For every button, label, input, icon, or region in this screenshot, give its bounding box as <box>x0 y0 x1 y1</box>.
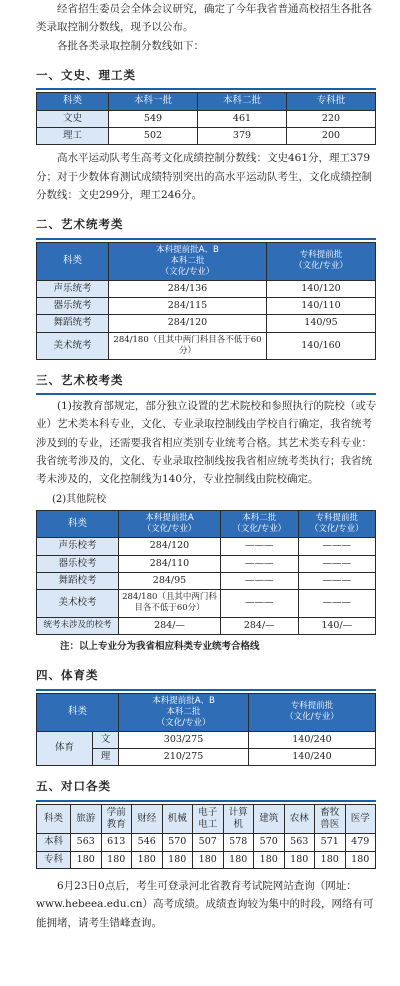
table-header-row <box>37 93 376 110</box>
table-cell: 507 <box>193 834 224 851</box>
table-cell: 284/136 <box>109 280 267 297</box>
table-cell: 140/— <box>298 617 376 634</box>
row-label: 声乐校考 <box>37 538 119 555</box>
table-cell: 379 <box>198 127 287 144</box>
row-label: 文 <box>93 731 119 748</box>
table-cell: 578 <box>223 834 254 851</box>
athlete-note: 高水平运动队考生高考文化成绩控制分数线：文史461分，理工379分；对于少数体育测试成绩特别突出的高水平运动队考生，文化成绩控制分数线：文史299分，理工246分。 <box>36 152 372 202</box>
table-cell: 180 <box>193 851 224 868</box>
row-label: 理 <box>93 749 119 766</box>
section-title-sports: 四、体育类 <box>36 668 99 683</box>
art-school-paragraph: (1)按教育部规定，部分独立设置的艺术院校和参照执行的院校（或专业）艺术类本科专业，文化、专业录取控制线由学校自行确定，我省统考涉及到的专业，还需要我省相应类别专业统考合格。其艺术类专科专业：我省统考涉及的，文化、专业录取控制线按我省相应统考类执行；我省统考未涉及的，文化控制线为140分，专业控制线由院校确定。 <box>36 399 377 486</box>
col-header: 学前教育 <box>101 804 132 834</box>
col-header <box>221 511 299 538</box>
table-cell: ——— <box>221 573 299 590</box>
table-header-row <box>37 804 376 834</box>
row-group-label: 体育 <box>37 731 93 766</box>
header-line: （文化/专业） <box>232 524 287 535</box>
col-header: 本科一批 <box>109 93 198 110</box>
header-line: （文化/专业） <box>309 524 364 535</box>
table-cell: ——— <box>298 538 376 555</box>
col-header: 畜牧兽医 <box>315 804 346 834</box>
table-cell: 613 <box>101 834 132 851</box>
table-cell: ——— <box>298 573 376 590</box>
header-line: 本科提前批A、B <box>156 244 219 255</box>
row-label: 声乐统考 <box>37 280 109 297</box>
table-cell: 220 <box>287 110 376 127</box>
table-cell: 479 <box>345 834 376 851</box>
table-row <box>37 298 376 315</box>
table-cell: ——— <box>221 590 299 617</box>
header-line: 本科提前批A <box>145 513 194 524</box>
table-cell: ——— <box>298 590 376 617</box>
header-line: （文化/专业） <box>142 524 197 535</box>
header-line: 本科二批 <box>242 513 277 524</box>
header-line: 专科提前批 <box>315 513 358 524</box>
intro-paragraph: 经省招生委员会全体会议研究，确定了今年我省普通高校招生各批各类录取控制分数线，现予以公布。 <box>36 3 372 34</box>
header-line: （文化/专业） <box>285 712 339 723</box>
table-cell: 180 <box>284 851 315 868</box>
table-sports <box>36 693 376 767</box>
table-cell: 180 <box>254 851 285 868</box>
table-cell: 140/110 <box>267 298 376 315</box>
col-header: 科类 <box>37 242 109 280</box>
col-header: 机械 <box>162 804 193 834</box>
header-line: （文化/专业） <box>156 717 211 728</box>
table-row <box>37 834 376 851</box>
table-row <box>37 280 376 297</box>
col-header: 科类 <box>37 511 119 538</box>
table-cell: 180 <box>345 851 376 868</box>
row-label: 舞蹈统考 <box>37 315 109 332</box>
col-header <box>298 511 376 538</box>
table-cell: 546 <box>132 834 163 851</box>
row-label: 理工 <box>37 127 109 144</box>
table-row <box>37 590 376 617</box>
section-title-liberal-science: 一、文史、理工类 <box>36 68 136 83</box>
table-row <box>37 851 376 868</box>
header-line: 专科提前批 <box>299 250 343 261</box>
table-cell: 571 <box>315 834 346 851</box>
table-cell: 570 <box>162 834 193 851</box>
row-label: 器乐校考 <box>37 555 119 572</box>
table-cell: ——— <box>221 538 299 555</box>
other-schools-caption: (2)其他院校 <box>52 493 107 505</box>
table-row <box>37 110 376 127</box>
col-header <box>119 511 221 538</box>
col-header: 计算机 <box>223 804 254 834</box>
col-header <box>119 693 249 731</box>
art-school-note: 注：以上专业分为我省相应科类专业统考合格线 <box>60 640 260 652</box>
row-label: 本科 <box>37 834 71 851</box>
table-cell: 570 <box>254 834 285 851</box>
table-cell: 284/110 <box>119 555 221 572</box>
section-rule <box>36 393 376 395</box>
table-row <box>37 555 376 572</box>
col-header: 旅游 <box>71 804 102 834</box>
table-cell: 284/— <box>221 617 299 634</box>
col-header: 本科二批 <box>198 93 287 110</box>
table-cell: 180 <box>101 851 132 868</box>
header-line: 本科二批 <box>166 706 201 717</box>
table-cell: 284/120 <box>119 538 221 555</box>
table-header-row <box>37 693 376 731</box>
section-rule <box>36 800 376 802</box>
col-header: 电子电工 <box>193 804 224 834</box>
col-header <box>267 242 376 280</box>
table-row <box>37 617 376 634</box>
table-cell: 549 <box>109 110 198 127</box>
col-header: 医学 <box>345 804 376 834</box>
table-cell: 563 <box>284 834 315 851</box>
table-cell: 200 <box>287 127 376 144</box>
table-cell: 180 <box>162 851 193 868</box>
table-row <box>37 538 376 555</box>
intro-lead: 各批各类录取控制分数线如下： <box>57 39 204 52</box>
table-cell: 180 <box>223 851 254 868</box>
col-header <box>249 693 376 731</box>
section-rule <box>36 238 376 240</box>
table-cell: 563 <box>71 834 102 851</box>
table-cell: 140/240 <box>249 749 376 766</box>
section-rule <box>36 689 376 691</box>
row-label: 器乐统考 <box>37 298 109 315</box>
header-line: （文化/专业） <box>294 261 348 272</box>
section-title-art-unified: 二、艺术统考类 <box>36 217 124 232</box>
table-cell: 284/120 <box>109 315 267 332</box>
table-row <box>37 127 376 144</box>
table-cell: 284/95 <box>119 573 221 590</box>
table-cell: 210/275 <box>119 749 249 766</box>
header-line: 专科提前批 <box>290 701 334 712</box>
col-header <box>109 242 267 280</box>
section-rule <box>36 88 376 90</box>
col-header: 建筑 <box>254 804 285 834</box>
col-header: 科类 <box>37 93 109 110</box>
col-header: 科类 <box>37 693 119 731</box>
table-cell: 303/275 <box>119 731 249 748</box>
table-cell: 284/115 <box>109 298 267 315</box>
table-cell: 140/120 <box>267 280 376 297</box>
table-header-row <box>37 242 376 280</box>
header-line: （文化/专业） <box>160 266 215 277</box>
table-cell: 180 <box>315 851 346 868</box>
table-cell: 461 <box>198 110 287 127</box>
table-cell: 284/180（且其中两门科目各不低于60分） <box>119 590 221 617</box>
col-header: 财经 <box>132 804 163 834</box>
table-row <box>37 731 376 748</box>
table-cell: 502 <box>109 127 198 144</box>
col-header: 专科批 <box>287 93 376 110</box>
col-header: 农林 <box>284 804 315 834</box>
table-header-row <box>37 511 376 538</box>
table-cell: ——— <box>221 555 299 572</box>
table-cell: 140/160 <box>267 332 376 359</box>
table-cell: 284/— <box>119 617 221 634</box>
table-cell: 180 <box>71 851 102 868</box>
section-title-art-school: 三、艺术校考类 <box>36 372 124 387</box>
table-cell: 284/180（且其中两门科目各不低于60分） <box>109 332 267 359</box>
table-cell: ——— <box>298 555 376 572</box>
table-art-unified <box>36 242 376 360</box>
table-row <box>37 332 376 359</box>
table-cell: 140/95 <box>267 315 376 332</box>
row-label: 统考未涉及的校考 <box>37 617 119 634</box>
section-title-vocational: 五、对口各类 <box>36 779 111 794</box>
table-row <box>37 315 376 332</box>
row-label: 美术统考 <box>37 332 109 359</box>
table-liberal-science <box>36 92 376 145</box>
table-cell: 140/240 <box>249 731 376 748</box>
row-label: 美术校考 <box>37 590 119 617</box>
table-art-school <box>36 510 376 635</box>
row-label: 舞蹈校考 <box>37 573 119 590</box>
row-label: 专科 <box>37 851 71 868</box>
col-header: 科类 <box>37 804 71 834</box>
table-cell: 180 <box>132 851 163 868</box>
table-vocational <box>36 804 376 869</box>
table-row <box>37 573 376 590</box>
header-line: 本科二批 <box>170 255 205 266</box>
header-line: 本科提前批A、B <box>152 695 215 706</box>
row-label: 文史 <box>37 110 109 127</box>
outro-paragraph: 6月23日0点后，考生可登录河北省教育考试院网站查询（网址：www.hebeea.edu.cn）高考成绩。成绩查询较为集中的时段，网络有可能拥堵，请考生错峰查询。 <box>36 879 374 929</box>
